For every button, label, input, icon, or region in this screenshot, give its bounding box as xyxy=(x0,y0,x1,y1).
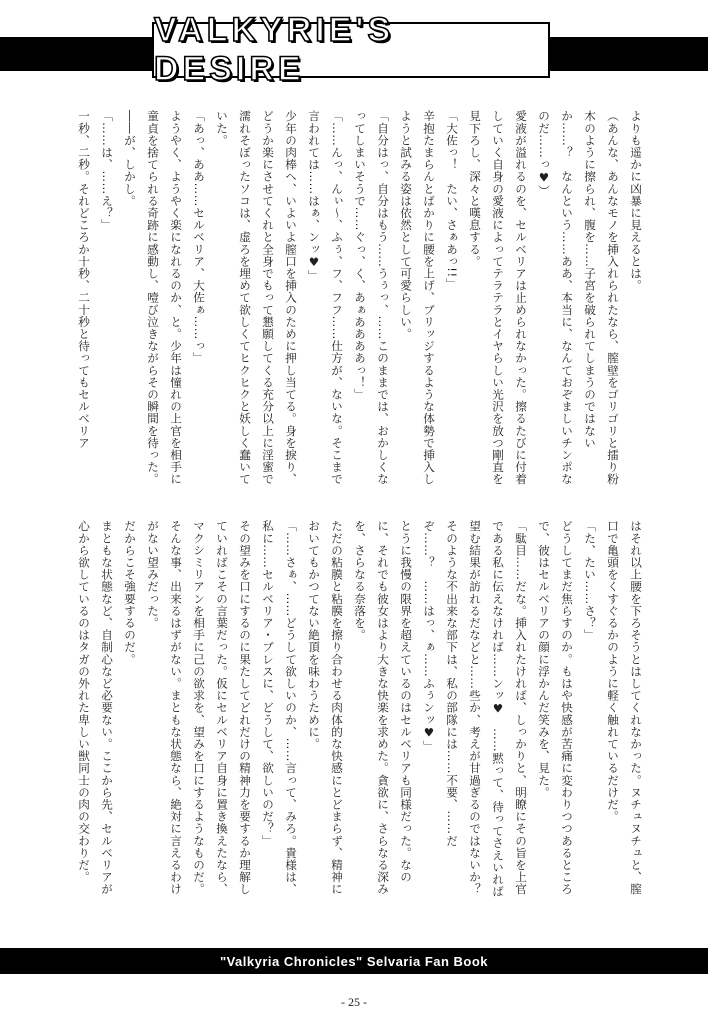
text-block-upper xyxy=(77,110,647,492)
text-upper: よりも遥かに凶暴に見えるとは。 （あんな、あんなモノを挿入れられたなら、膣壁をゴリゴリと擂り粉木のように擦られ、腹を……子宮を破られてしまうのではないか……？ なんという……ああ、本当に、なんておぞましいチンポなのだ……っ♥） 愛液が溢れるのを、セルベリアは止められなかった。擦るたびに付着していく自身の愛液によってテラテラとイヤらしい光沢を放つ剛直を見下ろし、深々と嘆息する。 「大佐っ！ たい、さぁあっ!!」 辛抱たまらんとばかりに腰を上げ、ブリッジするような体勢で挿入しようと試みる姿は依然として可愛らしい。 「自分はっ、自分はもう……うぅっ、……このままでは、おかしくなってしまいそうで……ぐっ、く、あぁああああっ！」 「……んっ、んぃ～、ふぅ、フ、フフ……仕方が、ないな。そこまで言われては……はぁ、ンッ♥」 少年の肉棒へ、いよいよ膣口を挿入のために押し当てる。身を捩り、どうか楽にさせてくれと全身でもって懇願してくる充分以上に淫蜜で濡れそぼったソコは、虚ろを埋めて欲しくてヒクヒクと妖しく蠢いていた。 「あっ、ああ……セルベリア、大佐ぁ……っ」 ようやく、ようやく楽になれるのか、と。少年は憧れの上官を相手に童貞を捨てられる奇跡に感動し、噎び泣きながらその瞬間を待った。 ――が、しかし。 「……は、……え？」 一秒、二秒。それどころか十秒、二十秒と待ってもセルベリア xyxy=(77,110,643,486)
page-number: - 25 - xyxy=(341,995,367,1009)
footer-book-title: "Valkyria Chronicles" Selvaria Fan Book xyxy=(219,953,489,969)
text-lower: はそれ以上腰を下ろそうとはしてくれなかった。ヌチュヌチュと、膣口で亀頭をくすぐるかのように軽く触れているだけだ。 「た、たい……さ？」 どうしてまだ焦らすのか。もはや快感が苦痛に変わりつつあるところで、彼はセルベリアの顔に浮かんだ笑みを、見た。 「駄目……だな。挿入れたければ、しっかりと、明瞭にその旨を上官である私に伝えなければ……ンッ♥ ……黙って、待ってさえいれば望む結果が訪れるだなどと……些か、考えが甘過ぎるのではないか？ そのような不出来な部下は、私の部隊には……不要、……だぞ……？ ……はっ、ぁ……ふぅンッ♥」 とうに我慢の限界を超えているのはセルベリアも同様だった。なのに、それでも彼女はより大きな快楽を求めた。貪欲に、さらなる深みを、さらなる奈落を。 ただの粘膜と粘膜を擦り合わせる肉体的な快感にとどまらず、精神においてもかつてない絶頂を味わうために。 「……さぁ、……どうして欲しいのか、……言って、みろ。貴様は、私に……セルベリア・ブレスに、どうして、欲しいのだ？」 その望みを口にするのに果たしてどれだけの精神力を要するか理解していればこその言葉だった。仮にセルベリア自身に置き換えたなら、マクシミリアンを相手に己の欲求を、望みを口にするようなものだ。そんな事、出来るはずがない。まともな状態なら、絶対に言えるわけがない望みだった。 だからこそ強要するのだ。 まともな状態など、自制心など必要ない。ここから先、セルベリアが心から欲しているのはタガの外れた卑しい獣同士の肉の交わりだ。 xyxy=(77,520,643,898)
footer-banner-bar xyxy=(0,948,708,974)
title-plate xyxy=(152,11,550,88)
text-block-lower xyxy=(77,520,647,902)
page-title: VALKYRIE'S DESIRE xyxy=(154,11,395,88)
